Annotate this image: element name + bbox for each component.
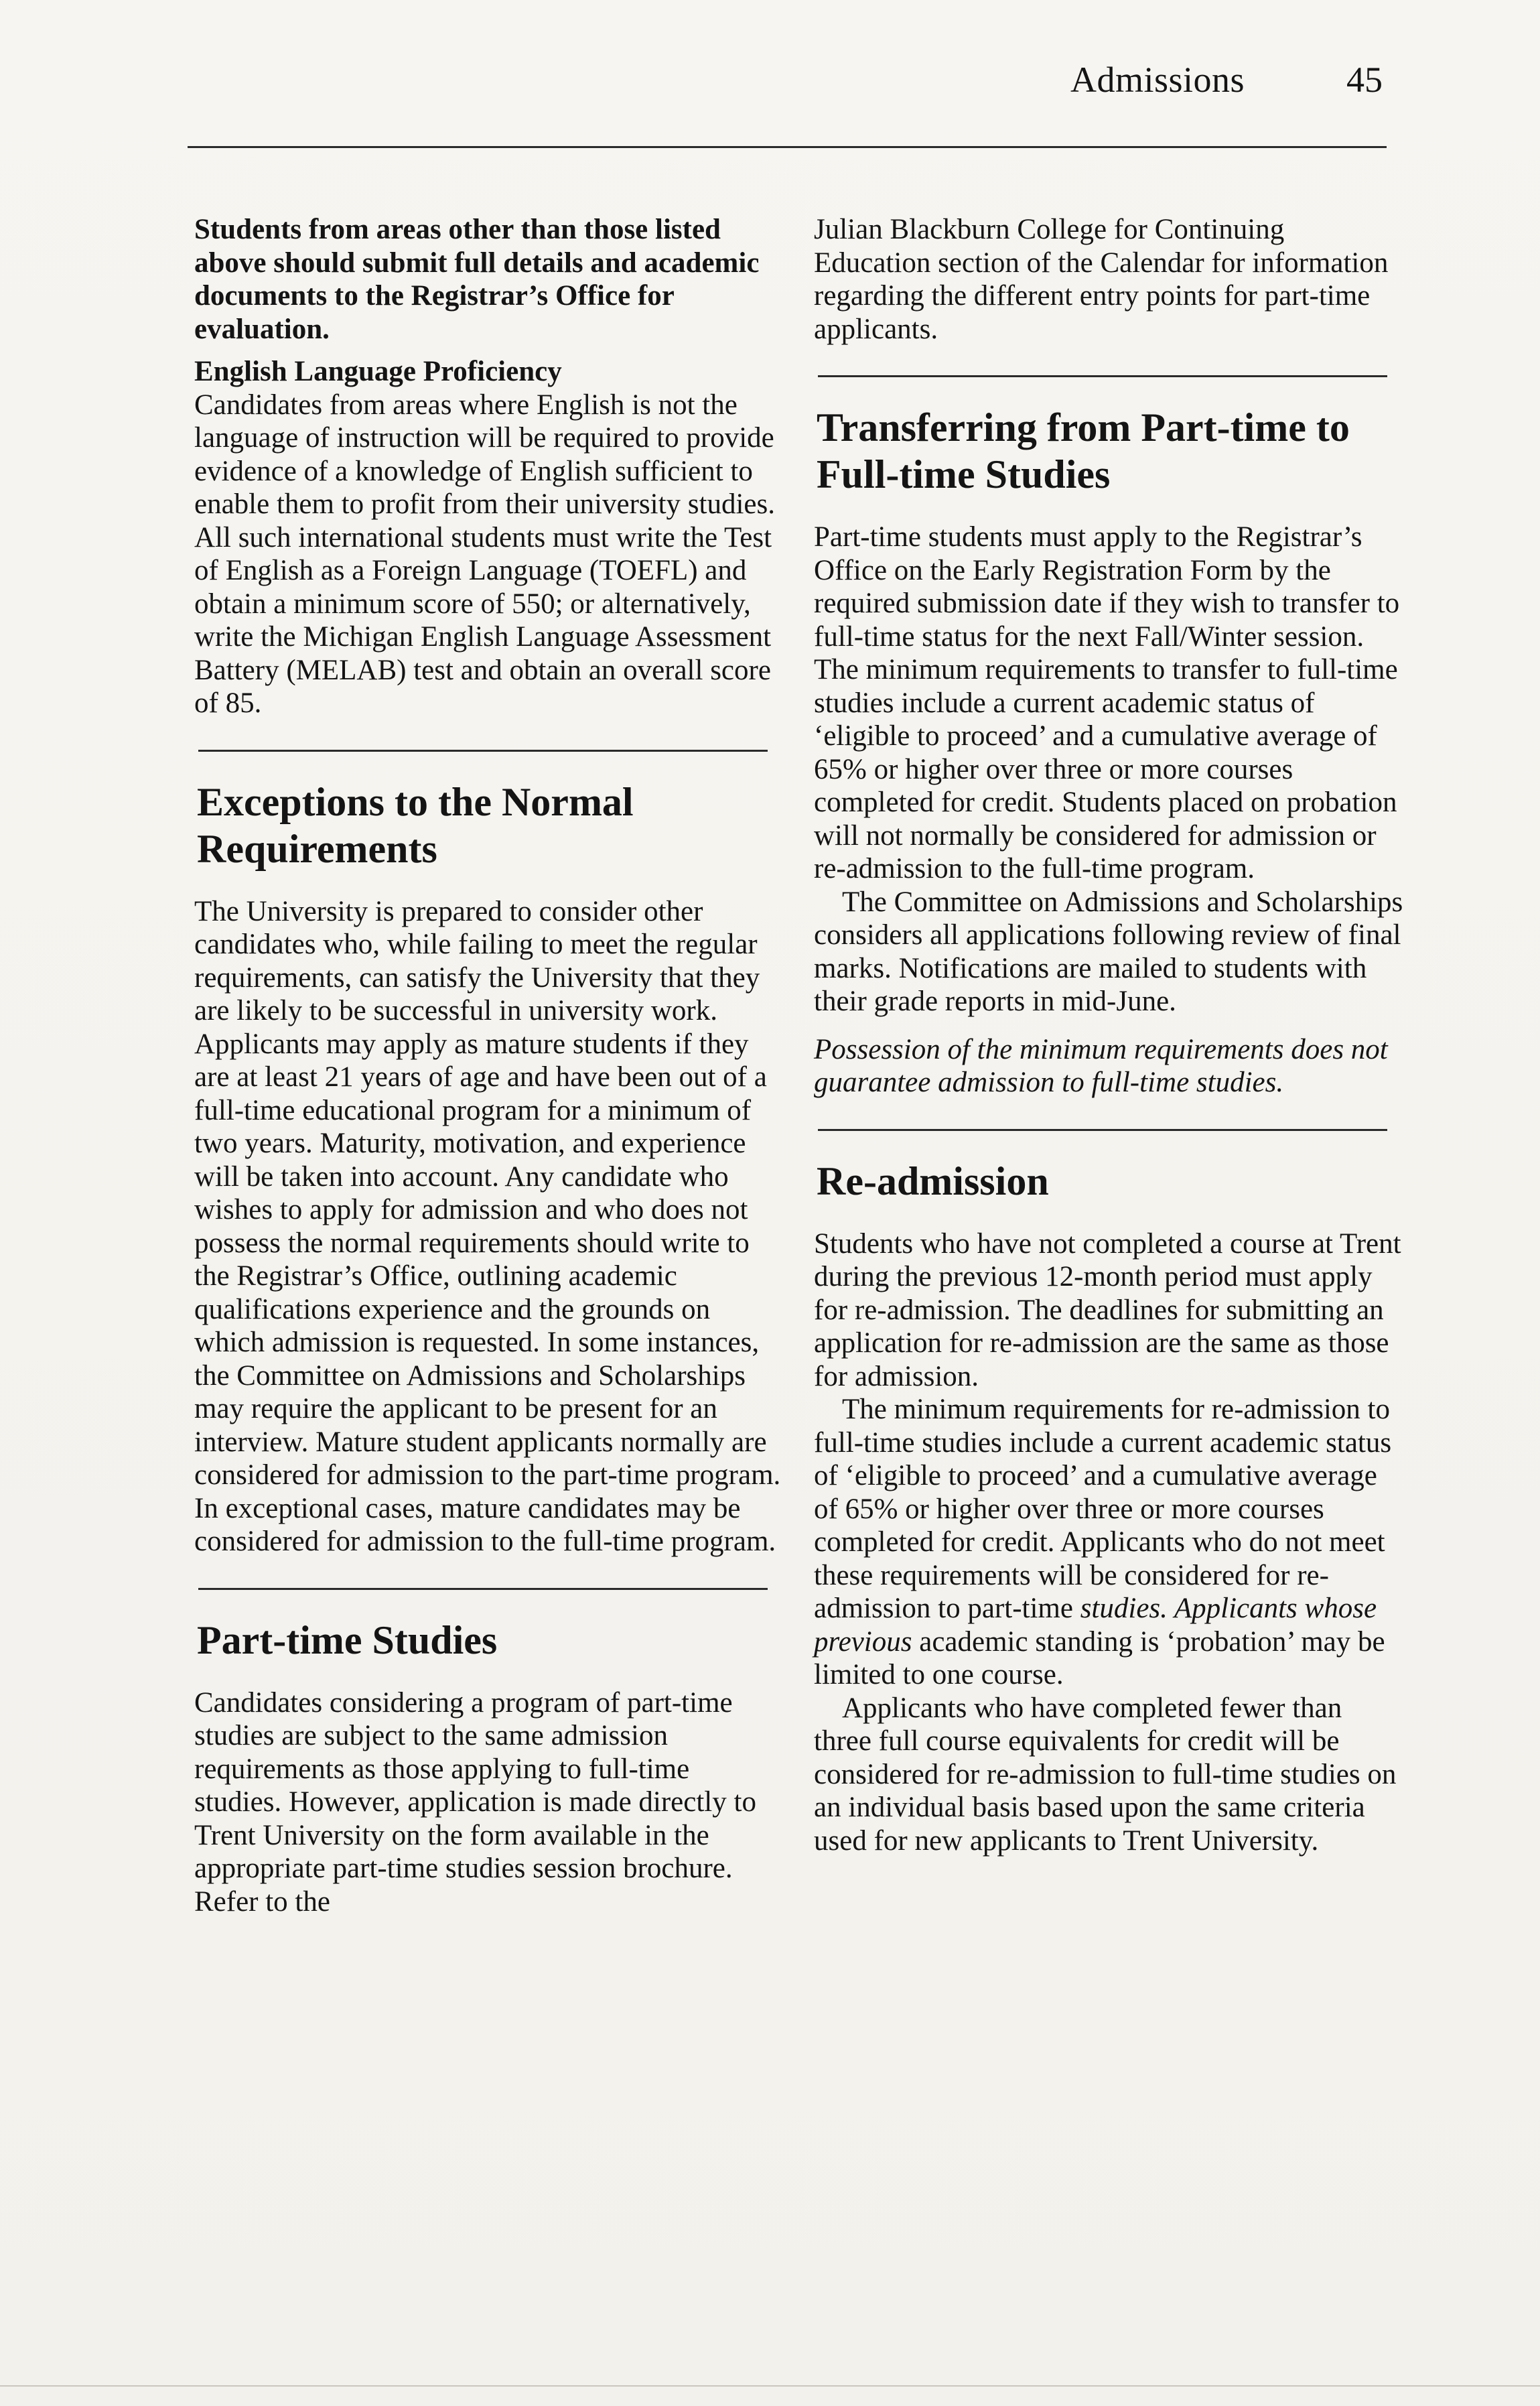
- readmission-para-2-end: academic standing is ‘probation’ may be limited to one course.: [814, 1625, 1385, 1690]
- page-number: 45: [1346, 60, 1383, 100]
- transferring-para-2: The Committee on Admissions and Scholarships considers all applications following review of final marks. Notifications are mailed to students with their grade reports in mid-June.: [814, 886, 1403, 1017]
- transferring-heading: Transferring from Part-time to Full-time Studies: [817, 405, 1350, 496]
- intro-note: Students from areas other than those listed above should submit full details and academic documents to the Registrar’s Office for evaluation.: [194, 214, 760, 345]
- page-edge: [0, 2385, 1540, 2387]
- transferring-note: Possession of the minimum requirements does not guarantee admission to full-time studies.: [814, 1033, 1388, 1098]
- section-divider: [198, 750, 768, 752]
- exceptions-heading: Exceptions to the Normal Requirements: [197, 779, 634, 871]
- right-column: [814, 213, 1403, 1857]
- readmission-para-2-start: The minimum requirements for re-admission to full-time studies include a current academic status of ‘eligible to proceed’ and a cumulative average of 65% or higher over three or more courses completed for credit. Applicants who do not meet these requirements will be considered for re-admission to part-time: [814, 1394, 1392, 1624]
- section-divider: [198, 1588, 768, 1590]
- part-time-heading: Part-time Studies: [197, 1617, 498, 1662]
- readmission-para-1: Students who have not completed a course at Trent during the previous 12-month period must apply for re-admission. The deadlines for submitting an application for re-admission are the same as those for admission.: [814, 1227, 1401, 1392]
- continuation-text: Julian Blackburn College for Continuing Education section of the Calendar for information regarding the different entry points for part-time applicants.: [814, 214, 1389, 345]
- readmission-heading: Re-admission: [817, 1158, 1049, 1203]
- section-divider: [818, 375, 1387, 377]
- english-proficiency-body: Candidates from areas where English is not the language of instruction will be required to provide evidence of a knowledge of English sufficient to enable them to profit from their university studies. All such international students must write the Test of English as a Foreign Language (TOEFL) and obtain a minimum score of 550; or alternatively, write the Michigan English Language Assessment Battery (MELAB) test and obtain an overall score of 85.: [194, 389, 775, 719]
- readmission-para-3: Applicants who have completed fewer than three full course equivalents for credit will be considered for re-admission to full-time studies on an individual basis based upon the same criteria used for new applicants to Trent University.: [814, 1692, 1397, 1857]
- part-time-body: Candidates considering a program of part-time studies are subject to the same admission requirements as those applying to full-time studies. However, application is made directly to Trent University on the form available in the appropriate part-time studies session brochure. Refer to the: [194, 1686, 756, 1918]
- running-head: Admissions: [1070, 60, 1245, 100]
- transferring-para-1: Part-time students must apply to the Registrar’s Office on the Early Registration Form by the required submission date if they wish to transfer to full-time status for the next Fall/Winter session. The minimum requirements to transfer to full-time studies include a current academic status of ‘eligible to proceed’ and a cumulative average of 65% or higher over three or more courses completed for credit. Students placed on probation will not normally be considered for admission or re-admission to the full-time program.: [814, 521, 1400, 884]
- english-proficiency-subheading: English Language Proficiency: [194, 356, 562, 387]
- section-divider: [818, 1129, 1387, 1131]
- left-column: [194, 213, 784, 1918]
- readmission-para-2: [814, 1393, 1403, 1692]
- readmission-para-2-italic: studies. Applicants whose previous: [814, 1593, 1377, 1658]
- exceptions-body: The University is prepared to consider other candidates who, while failing to meet the regular requirements, can satisfy the University that they are likely to be successful in university work. Applicants may apply as mature students if they are at least 21 years of age and have been out of a full-time educational program for a minimum of two years. Maturity, motivation, and experience will be taken into account. Any candidate who wishes to apply for admission and who does not possess the normal requirements should write to the Registrar’s Office, outlining academic qualifications experience and the grounds on which admission is requested. In some instances, the Committee on Admissions and Scholarships may require the applicant to be present for an interview. Mature student applicants normally are considered for admission to the part-time program. In exceptional cases, mature candidates may be considered for admission to the full-time program.: [194, 895, 781, 1557]
- header-rule: [188, 146, 1387, 148]
